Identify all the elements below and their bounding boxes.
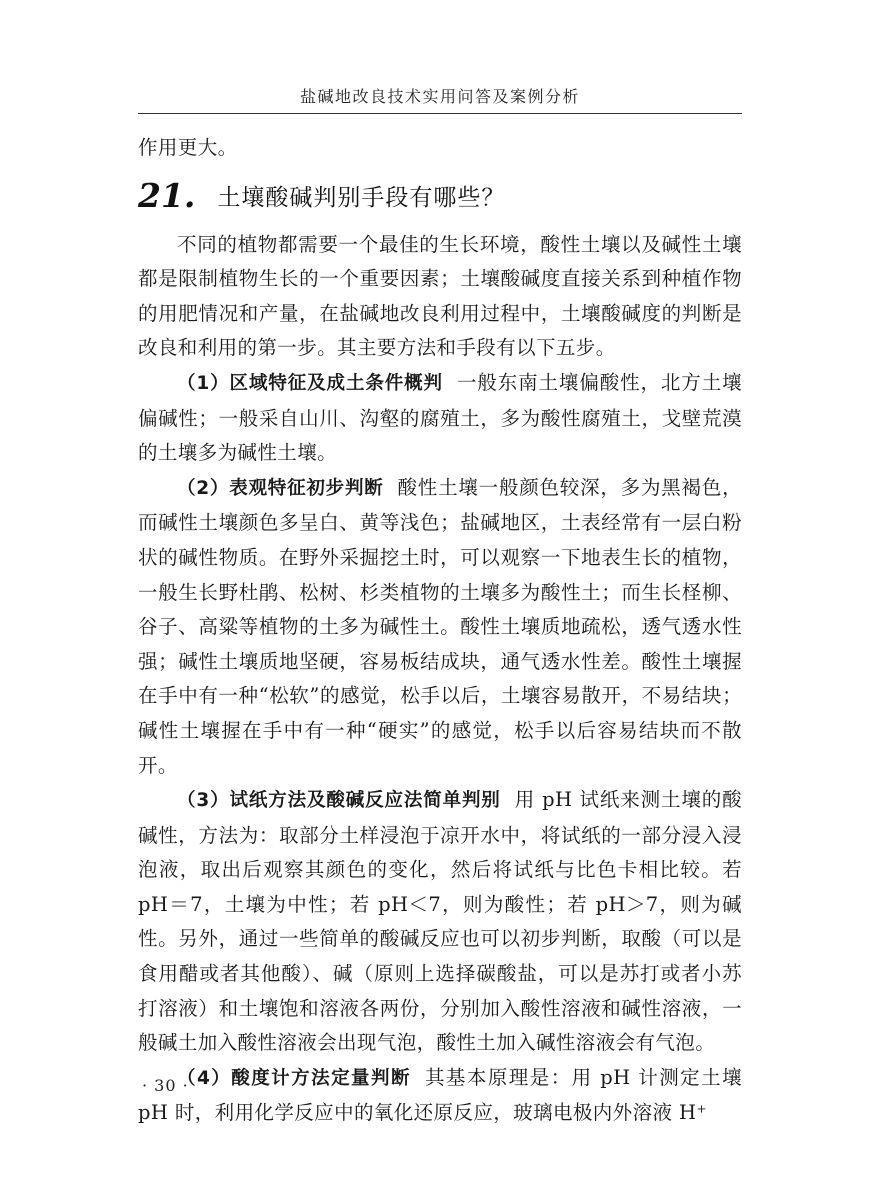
item-text-3: 用 pH 试纸来测土壤的酸碱性，方法为：取部分土样浸泡于凉开水中，将试纸的一部分浸入浸泡液，取出后观察其颜色的变化，然后将试纸与比色卡相比较。若 pH＝7，土壤为中性；若 pH＜7，则为酸性；若 pH＞7，则为碱性。另外，通过一些简单的酸碱反应也可以初步判断，取酸（可以是食用醋或者其他酸）、碱（原则上选择碳酸盐，可以是苏打或者小苏打溶液）和土壤饱和溶液各两份，分别加入酸性溶液和碱性溶液，一般碱土加入酸性溶液会出现气泡，酸性土加入碱性溶液会有气泡。 <box>138 788 742 1055</box>
item-text-4: 其基本原理是：用 pH 计测定土壤 pH 时，利用化学反应中的氧化还原反应，玻璃电极内外溶液 H⁺ <box>138 1065 742 1125</box>
item-lead-3: （3）试纸方法及酸碱反应法简单判别 <box>177 790 501 812</box>
intro-paragraph: 不同的植物都需要一个最佳的生长环境，酸性土壤以及碱性土壤都是限制植物生长的一个重要因素；土壤酸碱度直接关系到种植作物的用肥情况和产量，在盐碱地改良利用过程中，土壤酸碱度的判断是改良和利用的第一步。其主要方法和手段有以下五步。 <box>138 232 742 360</box>
item-lead-1: （1）区域特征及成土条件概判 <box>177 372 443 394</box>
item-lead-4: （4）酸度计方法定量判断 <box>177 1067 411 1089</box>
item-paragraph-3 <box>138 783 742 1061</box>
running-header: 盐碱地改良技术实用问答及案例分析 <box>299 87 580 106</box>
item-lead-2: （2）表观特征初步判断 <box>177 477 384 499</box>
question-number: 21. <box>138 176 196 216</box>
question-heading <box>138 172 742 220</box>
page-body <box>138 131 742 1131</box>
question-title: 土壤酸碱判别手段有哪些？ <box>217 185 506 212</box>
page-number: · 30 · <box>142 1076 189 1095</box>
item-paragraph-4 <box>138 1061 742 1131</box>
continuation-paragraph: 作用更大。 <box>138 136 238 159</box>
item-text-2: 酸性土壤一般颜色较深，多为黑褐色，而碱性土壤颜色多呈白、黄等浅色；盐碱地区，土表经常有一层白粉状的碱性物质。在野外采掘挖土时，可以观察一下地表生长的植物，一般生长野杜鹃、松树、杉类植物的土壤多为酸性土；而生长柽柳、谷子、高粱等植物的土多为碱性土。酸性土壤质地疏松，透气透水性强；碱性土壤质地坚硬，容易板结成块，通气透水性差。酸性土壤握在手中有一种“松软”的感觉，松手以后，土壤容易散开，不易结块；碱性土壤握在手中有一种“硬实”的感觉，松手以后容易结块而不散开。 <box>138 475 742 777</box>
item-paragraph-2 <box>138 471 742 783</box>
header-rule <box>138 113 742 114</box>
item-text-1: 一般东南土壤偏酸性，北方土壤偏碱性；一般采自山川、沟壑的腐殖土，多为酸性腐殖土，戈壁荒漠的土壤多为碱性土壤。 <box>138 370 742 465</box>
item-paragraph-1 <box>138 366 742 471</box>
